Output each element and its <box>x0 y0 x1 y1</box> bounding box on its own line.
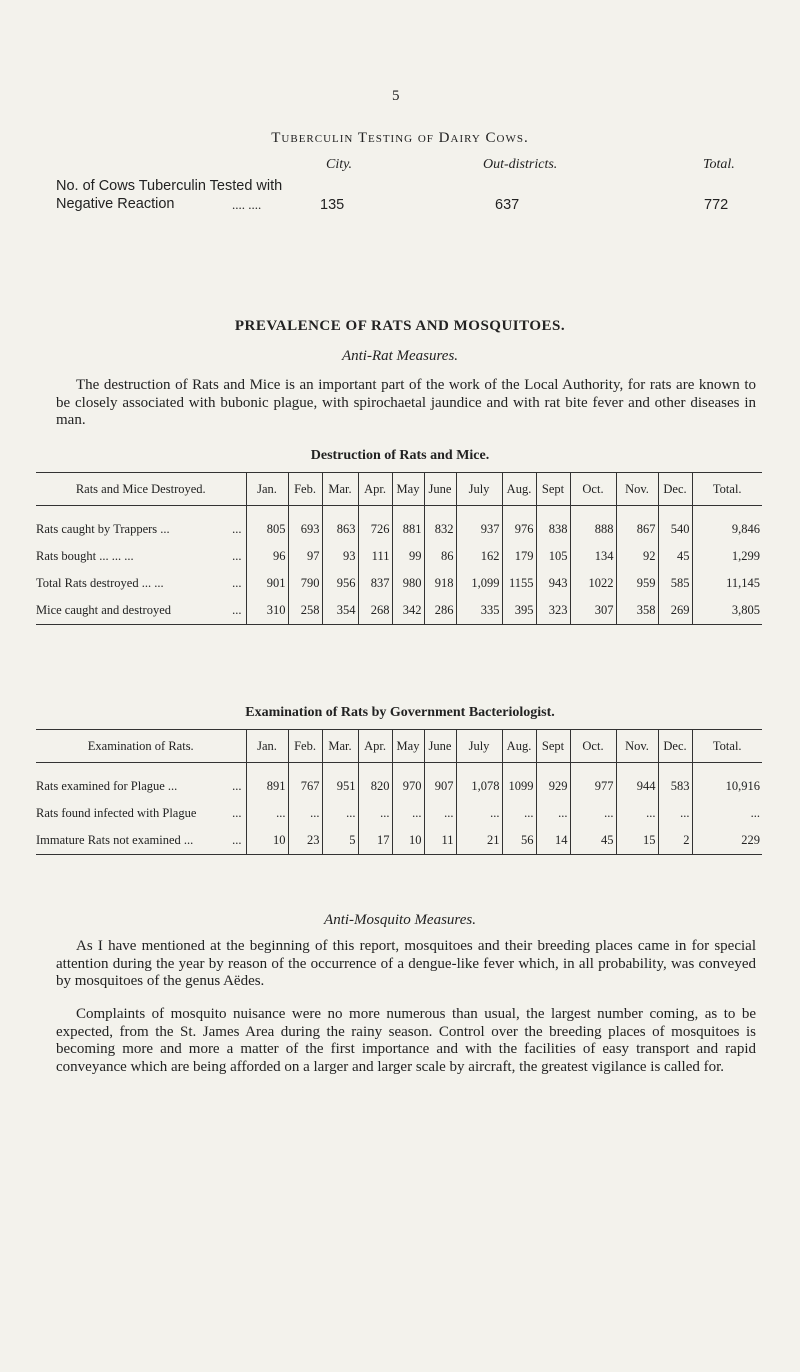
table-cell: 805 <box>246 506 288 544</box>
row-label-cell <box>36 763 246 801</box>
tuberculin-city-value: 135 <box>320 197 345 213</box>
tuberculin-total-value: 772 <box>704 197 729 213</box>
examination-header-0: Examination of Rats. <box>36 730 246 763</box>
table-cell: 10,916 <box>725 779 760 793</box>
table-cell: 134 <box>570 543 616 570</box>
table-cell: 335 <box>456 597 502 625</box>
table-cell: ... <box>322 800 358 827</box>
table-cell: 99 <box>392 543 424 570</box>
table-row <box>36 597 762 625</box>
table-cell: 1022 <box>570 570 616 597</box>
tuberculin-row-label-2: Negative Reaction <box>56 196 175 212</box>
row-leader-dots: ... <box>232 603 242 617</box>
anti-rat-paragraph: The destruction of Rats and Mice is an important part of the work of the Local Authority, for rats are known to be closely associated with bubonic plague, with spirochaetal jaundice and with rat bite fever and other diseases in man. <box>56 377 756 428</box>
examination-header-3: Mar. <box>322 730 358 763</box>
destruction-header-4: Apr. <box>358 473 392 506</box>
table-cell: 395 <box>502 597 536 625</box>
examination-header-7: July <box>456 730 502 763</box>
tuberculin-title: Tuberculin Testing of Dairy Cows. <box>271 130 529 146</box>
tuberculin-row-label-1: No. of Cows Tuberculin Tested with <box>56 178 283 194</box>
row-leader-dots: ... <box>232 806 242 820</box>
table-cell: ... <box>502 800 536 827</box>
table-cell: 977 <box>570 763 616 801</box>
row-label-cell <box>36 800 246 827</box>
examination-table-title: Examination of Rats by Government Bacteriologist. <box>245 705 555 720</box>
destruction-header-9: Sept <box>536 473 570 506</box>
table-cell: 358 <box>616 597 658 625</box>
table-cell: 93 <box>322 543 358 570</box>
row-label-cell <box>36 543 246 570</box>
table-cell: 21 <box>456 827 502 855</box>
table-cell: ... <box>424 800 456 827</box>
destruction-table-title: Destruction of Rats and Mice. <box>310 448 490 463</box>
table-cell: 2 <box>658 827 692 855</box>
table-cell: 307 <box>570 597 616 625</box>
destruction-header-6: June <box>424 473 456 506</box>
table-cell: 980 <box>392 570 424 597</box>
table-cell: 23 <box>288 827 322 855</box>
destruction-header-0: Rats and Mice Destroyed. <box>36 473 246 506</box>
table-row <box>36 800 762 827</box>
destruction-header-12: Dec. <box>658 473 692 506</box>
destruction-header-1: Jan. <box>246 473 288 506</box>
table-cell: 951 <box>322 763 358 801</box>
table-cell: 726 <box>358 506 392 544</box>
row-leader-dots: ... <box>232 779 242 793</box>
table-cell: 976 <box>502 506 536 544</box>
row-label: Rats examined for Plague ... <box>36 779 178 793</box>
table-cell: 959 <box>616 570 658 597</box>
table-cell: 943 <box>536 570 570 597</box>
tuberculin-header-city: City. <box>326 157 353 172</box>
table-row <box>36 763 762 801</box>
table-cell: 867 <box>616 506 658 544</box>
anti-mosquito-subtitle: Anti-Mosquito Measures. <box>324 912 476 928</box>
table-cell: 111 <box>358 543 392 570</box>
examination-header-8: Aug. <box>502 730 536 763</box>
table-cell: 693 <box>288 506 322 544</box>
table-cell: 1099 <box>502 763 536 801</box>
table-cell: 354 <box>322 597 358 625</box>
destruction-header-7: July <box>456 473 502 506</box>
table-row <box>36 543 762 570</box>
table-cell: 15 <box>616 827 658 855</box>
examination-table <box>36 729 762 855</box>
table-cell: 45 <box>570 827 616 855</box>
table-cell: 1,078 <box>456 763 502 801</box>
examination-header-6: June <box>424 730 456 763</box>
table-cell: 11,145 <box>726 576 760 590</box>
row-label: Immature Rats not examined ... <box>36 833 194 847</box>
table-cell: ... <box>392 800 424 827</box>
table-cell: 323 <box>536 597 570 625</box>
destruction-header-3: Mar. <box>322 473 358 506</box>
tuberculin-dots: .... .... <box>232 197 262 212</box>
table-cell: 10 <box>392 827 424 855</box>
table-cell: 11 <box>424 827 456 855</box>
table-cell: 9,846 <box>731 522 760 536</box>
table-cell: 907 <box>424 763 456 801</box>
table-cell: 583 <box>658 763 692 801</box>
destruction-header-8: Aug. <box>502 473 536 506</box>
examination-header-12: Dec. <box>658 730 692 763</box>
destruction-header-10: Oct. <box>570 473 616 506</box>
table-cell: 944 <box>616 763 658 801</box>
table-cell: 92 <box>616 543 658 570</box>
row-label: Rats bought ... ... ... <box>36 549 134 563</box>
examination-header-2: Feb. <box>288 730 322 763</box>
table-cell: 901 <box>246 570 288 597</box>
table-cell: 86 <box>424 543 456 570</box>
table-cell: ... <box>658 800 692 827</box>
table-cell: 956 <box>322 570 358 597</box>
table-cell: 585 <box>658 570 692 597</box>
table-cell: 540 <box>658 506 692 544</box>
table-cell: 56 <box>502 827 536 855</box>
table-cell: 837 <box>358 570 392 597</box>
table-cell: 1,099 <box>456 570 502 597</box>
table-cell: 767 <box>288 763 322 801</box>
table-cell: 342 <box>392 597 424 625</box>
destruction-header-2: Feb. <box>288 473 322 506</box>
row-label-cell <box>36 570 246 597</box>
table-cell: 1,299 <box>731 549 760 563</box>
table-cell: 162 <box>456 543 502 570</box>
table-cell: ... <box>288 800 322 827</box>
table-cell: 286 <box>424 597 456 625</box>
row-leader-dots: ... <box>232 549 242 563</box>
destruction-header-11: Nov. <box>616 473 658 506</box>
table-cell: 918 <box>424 570 456 597</box>
row-label: Rats caught by Trappers ... <box>36 522 170 536</box>
examination-header-11: Nov. <box>616 730 658 763</box>
table-cell: 832 <box>424 506 456 544</box>
table-cell: 310 <box>246 597 288 625</box>
table-cell: 929 <box>536 763 570 801</box>
table-row <box>36 827 762 855</box>
table-cell: 179 <box>502 543 536 570</box>
destruction-table <box>36 472 762 625</box>
destruction-header-5: May <box>392 473 424 506</box>
table-cell: ... <box>246 800 288 827</box>
tuberculin-header-out: Out-districts. <box>483 157 558 172</box>
page-number: 5 <box>392 88 400 104</box>
tuberculin-out-value: 637 <box>495 197 520 213</box>
table-cell: 970 <box>392 763 424 801</box>
examination-header-13: Total. <box>692 730 762 763</box>
row-label: Rats found infected with Plague <box>36 806 197 820</box>
mosquito-paragraph-2: Complaints of mosquito nuisance were no more numerous than usual, the largest number coming, as to be expected, from the St. James Area during the rainy season. Control over the breeding places of mosquitoes is becoming more and more a matter of the first importance and with the facilities of easy transport and rapid conveyance which are being afforded on a larger and larger scale by aircraft, the greatest vigilance is called for. <box>56 1006 756 1075</box>
table-cell: 891 <box>246 763 288 801</box>
table-cell: 14 <box>536 827 570 855</box>
table-row <box>36 570 762 597</box>
table-cell: 3,805 <box>692 597 762 625</box>
row-label: Mice caught and destroyed <box>36 603 172 617</box>
table-cell: 888 <box>570 506 616 544</box>
table-cell: 45 <box>658 543 692 570</box>
row-leader-dots: ... <box>232 833 242 847</box>
table-cell: 838 <box>536 506 570 544</box>
examination-header-10: Oct. <box>570 730 616 763</box>
table-cell: 937 <box>456 506 502 544</box>
mosquito-paragraph-1: As I have mentioned at the beginning of this report, mosquitoes and their breeding places came in for special attention during the year by reason of the occurrence of a dengue-like fever which, in all probability, was conveyed by mosquitoes of the genus Aëdes. <box>56 938 756 989</box>
table-row <box>36 506 762 544</box>
table-cell: 863 <box>322 506 358 544</box>
table-cell: 820 <box>358 763 392 801</box>
table-cell: 97 <box>288 543 322 570</box>
table-cell: 269 <box>658 597 692 625</box>
tuberculin-header-total: Total. <box>703 157 735 172</box>
row-label-cell <box>36 827 246 855</box>
examination-header-4: Apr. <box>358 730 392 763</box>
row-label-cell <box>36 597 246 625</box>
examination-header-1: Jan. <box>246 730 288 763</box>
table-cell: 881 <box>392 506 424 544</box>
table-cell: 258 <box>288 597 322 625</box>
table-cell: ... <box>358 800 392 827</box>
table-cell: 105 <box>536 543 570 570</box>
examination-header-5: May <box>392 730 424 763</box>
table-cell: 1155 <box>502 570 536 597</box>
table-cell: ... <box>616 800 658 827</box>
table-cell: 96 <box>246 543 288 570</box>
row-label: Total Rats destroyed ... ... <box>36 576 164 590</box>
destruction-header-13: Total. <box>692 473 762 506</box>
table-cell: 17 <box>358 827 392 855</box>
table-cell: ... <box>750 806 760 820</box>
table-cell: ... <box>570 800 616 827</box>
prevalence-title: PREVALENCE OF RATS AND MOSQUITOES. <box>234 318 566 334</box>
anti-rat-subtitle: Anti-Rat Measures. <box>341 348 459 364</box>
row-label-cell <box>36 506 246 544</box>
table-cell: 5 <box>322 827 358 855</box>
row-leader-dots: ... <box>232 522 242 536</box>
examination-header-9: Sept <box>536 730 570 763</box>
table-cell: 268 <box>358 597 392 625</box>
table-cell: 10 <box>246 827 288 855</box>
row-leader-dots: ... <box>232 576 242 590</box>
table-cell: 229 <box>692 827 762 855</box>
table-cell: ... <box>456 800 502 827</box>
table-cell: ... <box>536 800 570 827</box>
table-cell: 790 <box>288 570 322 597</box>
